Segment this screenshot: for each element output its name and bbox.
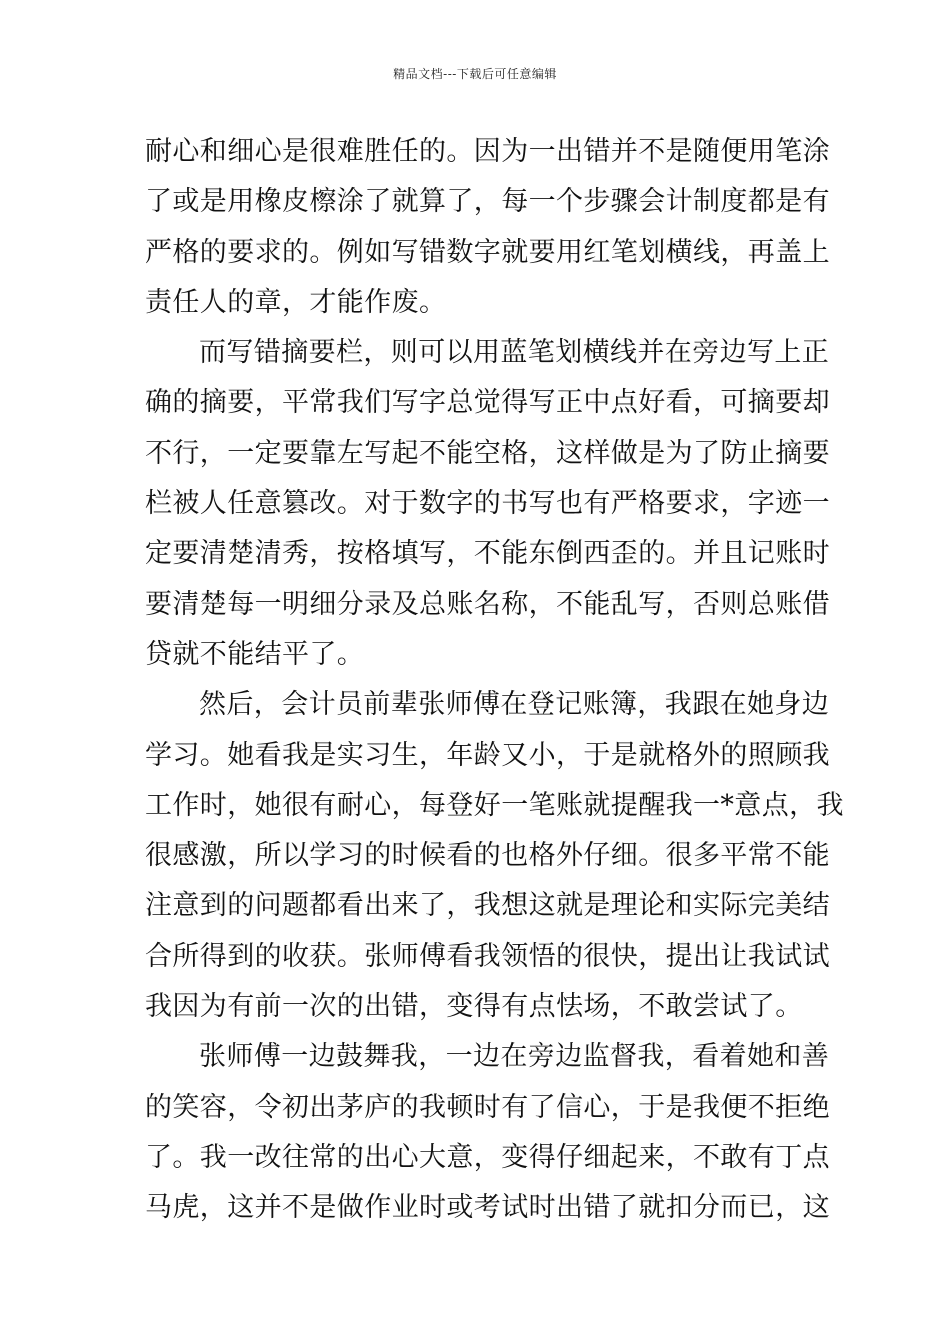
text-line: 不行，一定要靠左写起不能空格，这样做是为了防止摘要 bbox=[145, 437, 830, 469]
document-body bbox=[145, 127, 844, 1234]
text-line: 贷就不能结平了。 bbox=[145, 638, 365, 670]
text-line: 然后，会计员前辈张师傅在登记账簿，我跟在她身边 bbox=[199, 689, 830, 721]
text-line: 耐心和细心是很难胜任的。因为一出错并不是随便用笔涂 bbox=[145, 136, 830, 167]
text-line: 确的摘要，平常我们写字总觉得写正中点好看，可摘要却 bbox=[145, 387, 830, 419]
paragraph bbox=[145, 680, 844, 1032]
text-line: 工作时，她很有耐心，每登好一笔账就提醒我一*意点，我 bbox=[145, 789, 844, 821]
text-line: 学习。她看我是实习生，年龄又小，于是就格外的照顾我 bbox=[145, 739, 830, 771]
text-line: 而写错摘要栏，则可以用蓝笔划横线并在旁边写上正 bbox=[199, 337, 830, 369]
text-line: 马虎，这并不是做作业时或考试时出错了就扣分而已，这 bbox=[145, 1192, 830, 1224]
text-line: 的笑容，令初出茅庐的我顿时有了信心，于是我便不拒绝 bbox=[145, 1091, 830, 1123]
text-line: 要清楚每一明细分录及总账名称，不能乱写，否则总账借 bbox=[145, 588, 830, 620]
text-line: 责任人的章，才能作废。 bbox=[145, 286, 447, 318]
text-line: 严格的要求的。例如写错数字就要用红笔划横线，再盖上 bbox=[145, 236, 830, 268]
paragraph bbox=[145, 1032, 830, 1233]
text-line: 定要清楚清秀，按格填写，不能东倒西歪的。并且记账时 bbox=[145, 538, 830, 570]
paragraph bbox=[145, 328, 830, 680]
text-line: 合所得到的收获。张师傅看我领悟的很快，提出让我试试 bbox=[145, 940, 830, 972]
text-line: 注意到的问题都看出来了，我想这就是理论和实际完美结 bbox=[145, 890, 830, 922]
text-line: 我因为有前一次的出错，变得有点怯场，不敢尝试了。 bbox=[145, 991, 803, 1023]
text-line: 栏被人任意篡改。对于数字的书写也有严格要求，字迹一 bbox=[145, 488, 830, 520]
text-line: 了或是用橡皮檫涂了就算了，每一个步骤会计制度都是有 bbox=[145, 186, 830, 218]
page-header: 精品文档---下载后可任意编辑 bbox=[393, 67, 557, 81]
text-line: 了。我一改往常的出心大意，变得仔细起来，不敢有丁点 bbox=[145, 1141, 830, 1173]
text-line: 张师傅一边鼓舞我，一边在旁边监督我，看着她和善 bbox=[199, 1041, 830, 1073]
text-line: 很感激，所以学习的时候看的也格外仔细。很多平常不能 bbox=[145, 840, 830, 872]
paragraph bbox=[145, 127, 830, 328]
